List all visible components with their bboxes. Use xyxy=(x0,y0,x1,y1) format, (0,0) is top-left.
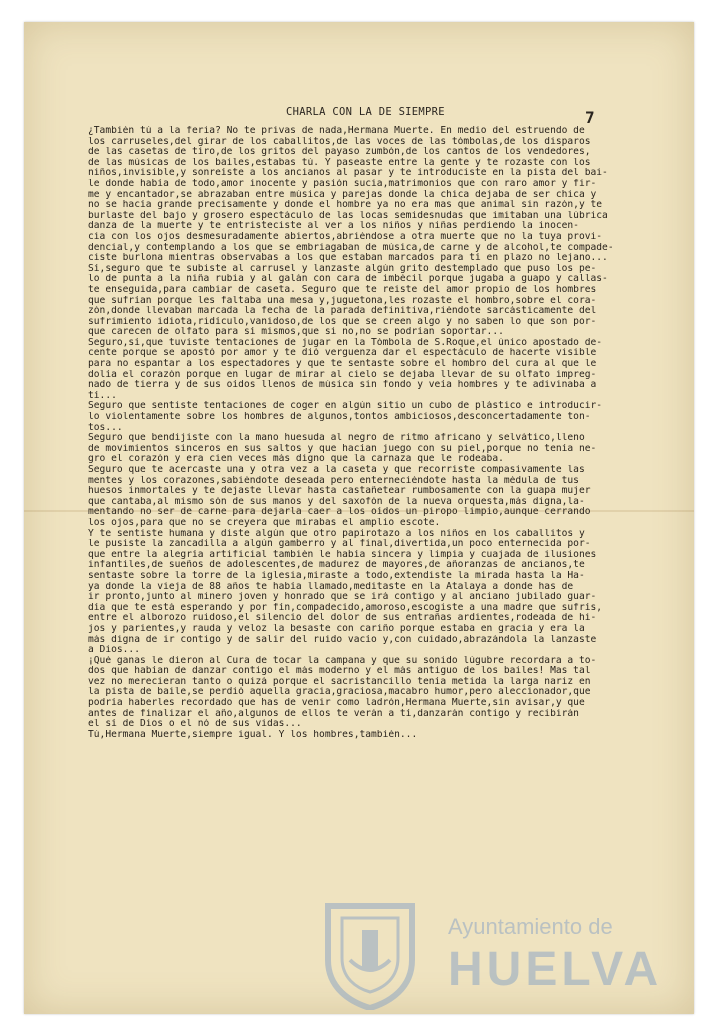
text-line: mentando no ser de carne para dejarla caer a los oídos un piropo limpio,aunque cerrando xyxy=(88,507,591,518)
text-line: vez no merecieran tanto o quizá porque el sacristancillo tenía metida la larga nariz en xyxy=(88,676,591,687)
text-line: antes de finalizar el año,algunos de ellos te verán a tí,danzarán contigo y recibirán xyxy=(88,708,579,719)
page-number: 7 xyxy=(585,108,595,127)
text-line: de movimientos sinceros en sus saltos y que hacían juego con su piel,porque no tenía ne- xyxy=(88,443,597,454)
text-line: el sí de Dios o el nó de sus vidas... xyxy=(88,719,302,730)
watermark-line2: HUELVA xyxy=(448,943,663,996)
text-line: ciste burlona mientras observabas a los que estaban marcados para tí en plazo no lejano... xyxy=(88,253,608,264)
text-line: lo violentamente sobre los hombres de algunos,tontos ambiciosos,desconcertadamente ton- xyxy=(88,412,591,423)
text-line: que carecen de olfato para sí mismos,que si no,no se podrían soportar... xyxy=(88,327,504,338)
text-line: ya donde la vieja de 88 años te había llamado,meditaste en la Atalaya a donde has de xyxy=(88,581,574,592)
text-line: jos y parientes,y rauda y veloz la besaste con cariño porque estaba en gracia y era la xyxy=(88,623,585,634)
text-line: de las casetas de tiro,de los gritos del payaso zumbón,de los cantos de los vendedores, xyxy=(88,147,591,158)
text-line: zón,donde llevaban marcada la fecha de la parada definitiva,riéndote sarcásticamente del xyxy=(88,306,597,317)
text-line: podría haberles recordado que has de venir como ladrón,Hermana Muerte,sin avisar,y que xyxy=(88,698,585,709)
text-line: Sí,seguro que te subiste al carrusel y lanzaste algún grito destemplado que puso los pe- xyxy=(88,263,597,274)
text-line: Seguro que te acercaste una y otra vez a la caseta y que recorriste compasivamente las xyxy=(88,465,585,475)
text-line: que sufrían porque les faltaba una mesa y,juguetona,les rozaste el hombro,sobre el cora- xyxy=(88,295,597,306)
text-line: la pista de baile,se perdió aquella gracia,graciosa,macabro humor,pero aleccionador,que xyxy=(88,687,591,698)
text-line: tos... xyxy=(88,422,123,433)
text-line: sentaste sobre la torre de la iglesia,miraste a todo,extendiste la mirada hasta la Ha- xyxy=(88,570,585,581)
text-line: le pusiste la zancadilla a algún gamberro y al final,divertida,un poco enternecida por- xyxy=(88,539,591,550)
text-line: nado de tierra y de sus oídos llenos de música sin fondo y veía hombres y te adivinaba a xyxy=(88,380,597,391)
text-line: Seguro que bendijiste con la mano huesuda al negro de ritmo africano y selvático,lleno xyxy=(88,433,585,444)
text-line: los carruseles,del girar de los caballitos,de las voces de las tómbolas,de los disparos xyxy=(88,136,591,147)
text-line: dos que habían de danzar contigo el más moderno y el más antiguo de los bailes! Mas tal xyxy=(88,666,591,677)
text-line: sufrimiento idiota,ridículo,vanidoso,de los que se creen algo y no saben lo que son por- xyxy=(88,316,597,327)
text-line: niños,invisible,y sonreíste a los ancianos al pasar y te introduciste en la pista del bai- xyxy=(88,168,608,179)
text-line: me y encantador,se abrazaban entre música y parejas donde la chica dejaba de ser chica y xyxy=(88,189,597,200)
text-line: de las músicas de los bailes,estabas tú. Y paseaste entre la gente y te rozaste con los xyxy=(88,157,591,168)
text-line: ¿También tú a la feria? No te privas de nada,Hermana Muerte. En medio del estruendo de xyxy=(88,126,585,136)
text-line: no se hacía grande precisamente y donde el hombre ya no era mas que animal sin razón,y te xyxy=(88,200,603,211)
document-body xyxy=(88,126,688,740)
huelva-shield-icon xyxy=(320,900,420,1010)
watermark-line1: Ayuntamiento de xyxy=(448,914,613,939)
text-line: cente porque se apostó por amor y te dió verguenza dar el espectáculo de hacerte visible xyxy=(88,348,597,359)
text-line: dolía el corazón porque en lugar de mirar al cielo se dejaba llevar de su olfato impreg- xyxy=(88,369,597,380)
text-line: gro el corazón y era cien veces más digno que la carnaza que le rodeaba. xyxy=(88,454,504,465)
text-line: dencial,y contemplando a los que se embriagaban de música,de carne y de alcohol,te compade- xyxy=(88,242,614,253)
text-line: danza de la muerte y te entristeciste al ver a los niños y niñas perdiendo la inocen- xyxy=(88,221,579,232)
text-line: ir pronto,junto al minero joven y honrado que se irá contigo y al anciano jubilado guar- xyxy=(88,592,597,603)
text-line: mentes y los corazones,sabiéndote deseada pero enterneciéndote hasta la médula de tus xyxy=(88,475,579,486)
text-line: Seguro que sentiste tentaciones de coger en algún sitio un cubo de plástico e introducir- xyxy=(88,401,603,412)
text-line: burlaste del bajo y grosero espectáculo de las locas semidesnudas que imitaban una lúbrica xyxy=(88,210,608,221)
text-line: a Dios... xyxy=(88,645,140,656)
text-line: ¡Qué ganas le dieron al Cura de tocar la campana y que su sonido lúgubre recordara a to- xyxy=(88,655,597,666)
text-line: lo de punta a la niña rubia y al galán con cara de imbécil porque jugaba a guapo y callas- xyxy=(88,274,608,285)
text-line: le donde había de todo,amor inocente y pasión sucia,matrimonios que con raro amor y fir- xyxy=(88,178,597,189)
text-line: huesos inmortales y te dejaste llevar hasta castañetear rumbosamente con la guapa mujer xyxy=(88,486,591,497)
text-line: cia con los ojos desmesuradamente abiertos,abriéndose a otra muerte que no la tuya provi- xyxy=(88,231,603,242)
text-line: para no espantar a los espectadores y que te sentaste sobre el hombro del cura al que le xyxy=(88,359,597,370)
text-line: que cantaba,al mismo són de sus manos y del saxofón de la nueva orquesta,más digna,la- xyxy=(88,496,585,507)
text-line: los ojos,para que no se creyera que mirabas el amplio escote. xyxy=(88,517,441,528)
text-line: tí... xyxy=(88,390,117,401)
text-line: día que te está esperando y por fín,compadecido,amoroso,escogiste a una madre que sufrís, xyxy=(88,602,603,613)
text-line: Tú,Hermana Muerte,siempre igual. Y los hombres,también... xyxy=(88,729,418,740)
text-line: Y te sentiste humana y diste algún que otro papirotazo a los niños en los caballitos y xyxy=(88,528,585,539)
text-line: Seguro,sí,que tuviste tentaciones de jugar en la Tómbola de S.Roque,el único apostado de- xyxy=(88,337,603,348)
text-line: entre el alborozo ruidoso,el silencio del dolor de sus entrañas ardientes,rodeada de hi- xyxy=(88,613,597,624)
text-line: que entre la alegría artificial también le había sincera y limpia y cuajada de ilusiones xyxy=(88,549,597,560)
text-line: te enseguida,para cambiar de caseta. Seguro que te reiste del amor propio de los hombres xyxy=(88,284,597,295)
watermark xyxy=(320,900,700,1010)
text-line: infantiles,de sueños de adolescentes,de madurez de mayores,de añoranzas de ancianos,te xyxy=(88,560,585,571)
document-title: CHARLA CON LA DE SIEMPRE xyxy=(286,106,445,118)
text-line: más digna de ir contigo y de salir del ruido vacío y,con cuidado,abrazándola la lanzaste xyxy=(88,634,597,645)
